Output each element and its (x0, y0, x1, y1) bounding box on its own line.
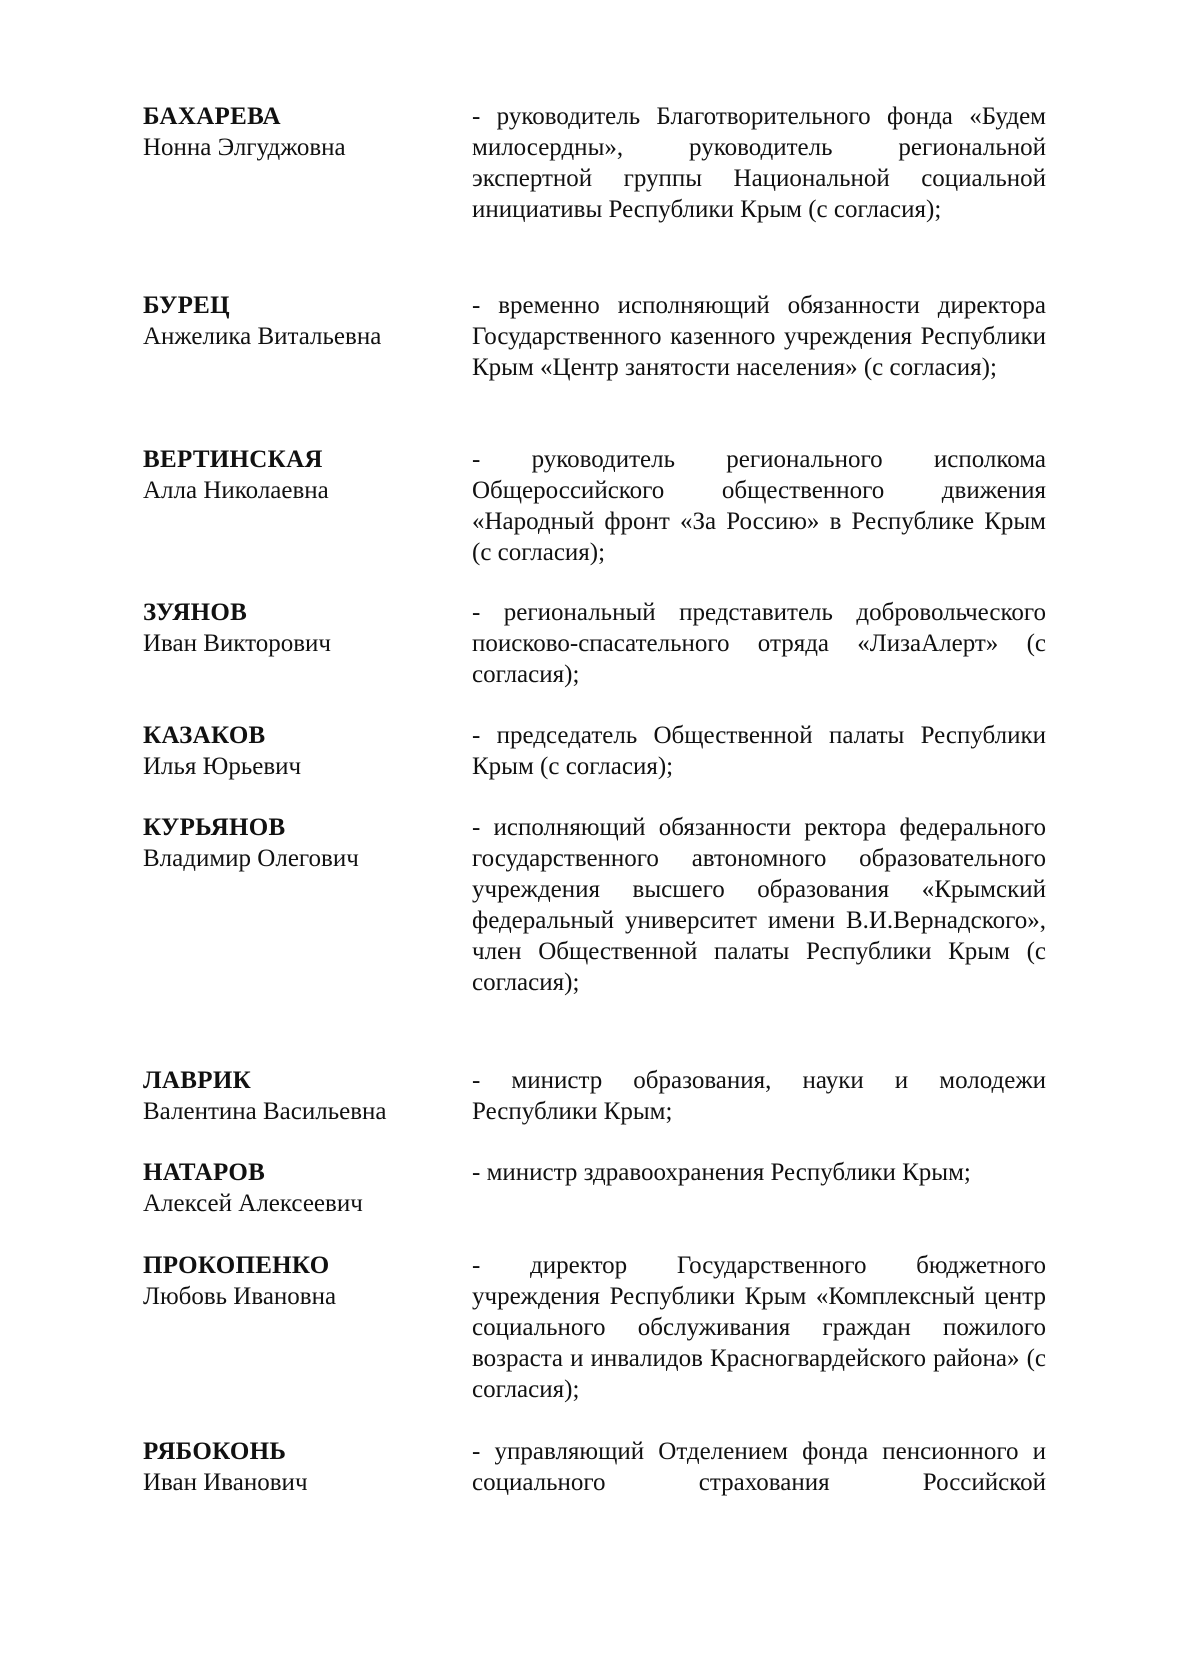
member-given-name: Владимир Олегович (143, 845, 359, 872)
member-name-block (143, 1250, 443, 1312)
member-role: - временно исполняющий обязанности директора Государственного казенного учреждения Республики Крым «Центр занятости населения» (с согласия); (472, 292, 1046, 381)
member-role: - руководитель Благотворительного фонда «Будем милосердны», руководитель региональной экспертной группы Национальной социальной инициативы Республики Крым (с согласия); (472, 103, 1046, 223)
member-name-block (143, 812, 443, 874)
member-name-block (143, 444, 443, 506)
member-given-name: Нонна Элгуджовна (143, 134, 346, 161)
member-surname: ЛАВРИК (143, 1067, 252, 1094)
member-given-name: Любовь Ивановна (143, 1283, 337, 1310)
member-role: - председатель Общественной палаты Республики Крым (с согласия); (472, 722, 1046, 780)
member-given-name: Иван Иванович (143, 1469, 308, 1496)
member-given-name: Алексей Алексеевич (143, 1190, 363, 1217)
member-role: - управляющий Отделением фонда пенсионного и социального страхования Российской (472, 1438, 1046, 1496)
member-surname: БАХАРЕВА (143, 103, 281, 130)
member-role: - министр образования, науки и молодежи Республики Крым; (472, 1067, 1046, 1125)
member-surname: КУРЬЯНОВ (143, 814, 286, 841)
member-name-block (143, 1065, 443, 1127)
member-role: - директор Государственного бюджетного учреждения Республики Крым «Комплексный центр социального обслуживания граждан пожилого возраста и инвалидов Красногвардейского района» (с согласия); (472, 1252, 1046, 1403)
member-role: - исполняющий обязанности ректора федерального государственного автономного образовательного учреждения высшего образования «Крымский федеральный университет имени В.И.Вернадского», член Общественной палаты Республики Крым (с согласия); (472, 814, 1046, 996)
member-surname: ПРОКОПЕНКО (143, 1252, 330, 1279)
member-surname: ВЕРТИНСКАЯ (143, 446, 323, 473)
member-name-block (143, 1157, 443, 1219)
member-name-block (143, 597, 443, 659)
member-name-block (143, 290, 443, 352)
member-given-name: Алла Николаевна (143, 477, 329, 504)
member-role: - министр здравоохранения Республики Крым; (472, 1159, 971, 1186)
member-name-block (143, 1436, 443, 1498)
member-surname: РЯБОКОНЬ (143, 1438, 287, 1465)
member-name-block (143, 101, 443, 163)
member-name-block (143, 720, 443, 782)
member-given-name: Илья Юрьевич (143, 753, 302, 780)
member-role: - руководитель регионального исполкома Общероссийского общественного движения «Народный фронт «За Россию» в Республике Крым (с согласия); (472, 446, 1046, 566)
member-surname: НАТАРОВ (143, 1159, 266, 1186)
member-given-name: Иван Викторович (143, 630, 331, 657)
member-surname: КАЗАКОВ (143, 722, 266, 749)
member-given-name: Валентина Васильевна (143, 1098, 387, 1125)
member-surname: ЗУЯНОВ (143, 599, 248, 626)
member-surname: БУРЕЦ (143, 292, 230, 319)
member-role: - региональный представитель добровольческого поисково-спасательного отряда «ЛизаАлерт» (с согласия); (472, 599, 1046, 688)
member-given-name: Анжелика Витальевна (143, 323, 382, 350)
